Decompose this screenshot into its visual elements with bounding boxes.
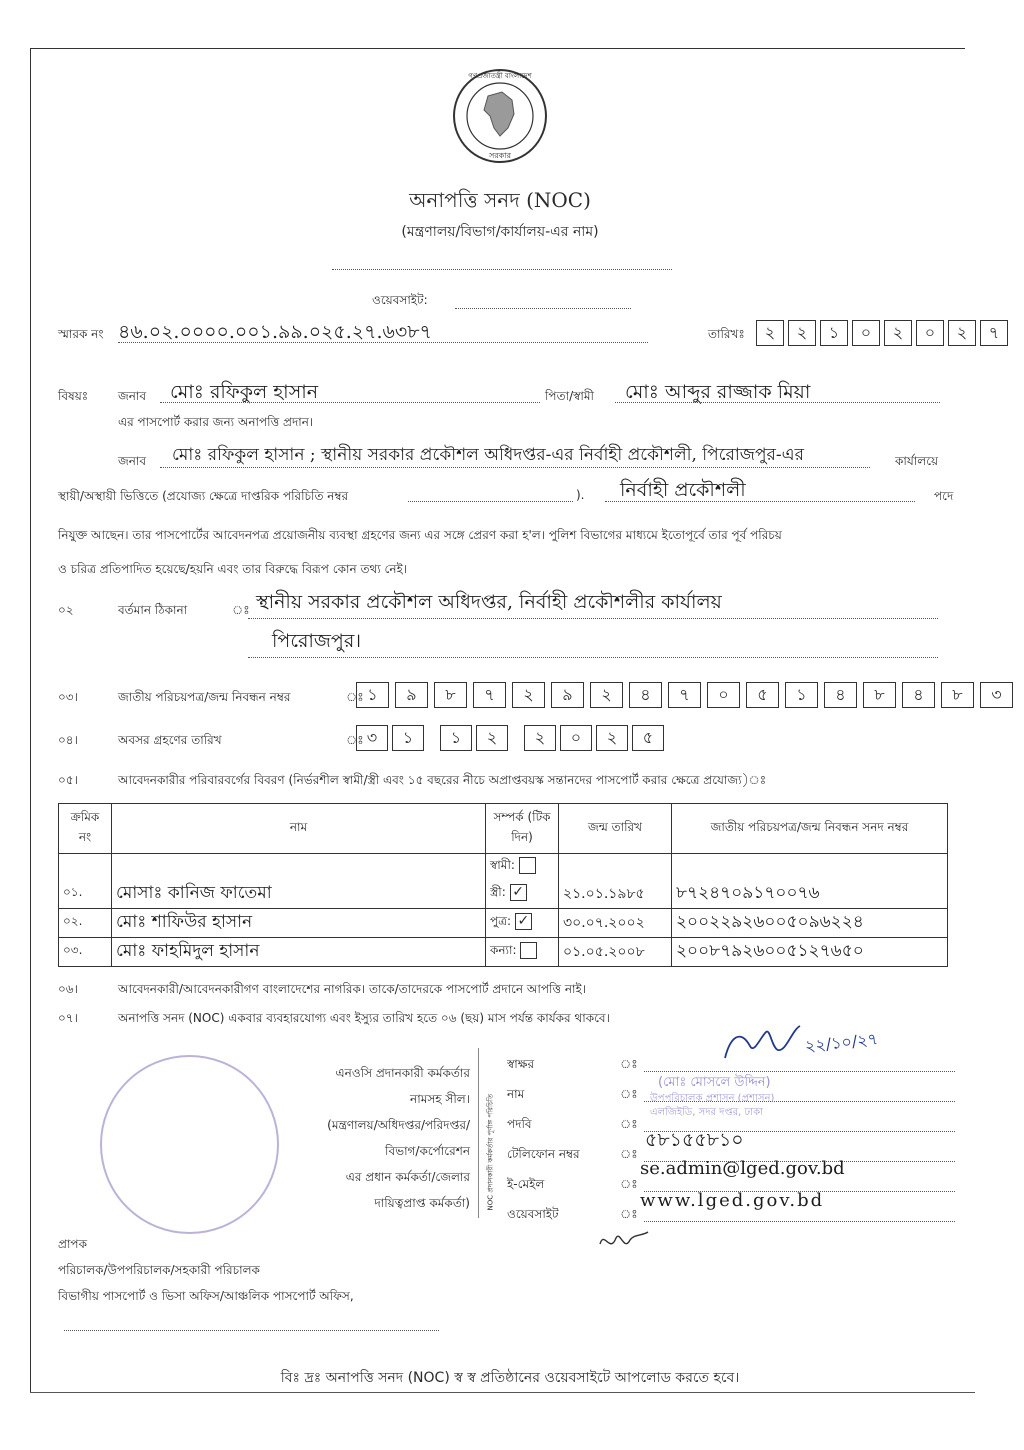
table-row (59, 937, 948, 966)
applicant-name: মোঃ রফিকুল হাসান (170, 381, 319, 403)
retire-digit-1: ১ (392, 725, 424, 751)
signatory-fields (507, 1049, 627, 1229)
phone-value: ৫৮১৫৫৮১০ (645, 1129, 744, 1151)
office-stamp-text: এলজিইডি, সদর দপ্তর, ঢাকা (650, 1107, 763, 1118)
row-1-name: মোসাঃ কানিজ ফাতেমা (112, 880, 486, 909)
retire-digit-7: ৫ (632, 725, 664, 751)
nid-digit-7: ৪ (629, 682, 662, 708)
header-relation: সম্পর্ক (টিক দিন) (486, 804, 559, 854)
page-border-left (30, 48, 31, 1393)
nid-digit-12: ৪ (824, 682, 857, 708)
item-03-number: ০৩। (58, 690, 78, 704)
office-suffix: কার্যালয়ে (895, 454, 939, 468)
nid-digit-boxes (356, 682, 1019, 708)
nid-digit-9: ০ (707, 682, 740, 708)
nid-digit-11: ১ (785, 682, 818, 708)
parent-line (615, 392, 940, 403)
body-paragraph-2: ও চরিত্র প্রতিপাদিত হয়েছে/হয়নি এবং তার বিরুদ্ধে বিরূপ কোন তথ্য নেই। (58, 562, 408, 576)
nid-digit-15: ৮ (941, 682, 974, 708)
signatory-line-4: এর প্রধান কর্মকর্তা/জেলার (345, 1170, 470, 1184)
date-label: তারিখঃ (708, 327, 745, 341)
nid-digit-4: ২ (512, 682, 545, 708)
daughter-checkbox[interactable] (520, 942, 537, 959)
page-title: অনাপত্তি সনদ (NOC) (409, 188, 591, 212)
nid-digit-13: ৮ (863, 682, 896, 708)
signatory-label-5: ওয়েবসাইট (507, 1207, 559, 1221)
signatory-divider (478, 1048, 479, 1218)
date-digit-6: ২ (948, 320, 976, 346)
relation-son-label: পুত্র: (490, 913, 512, 928)
retire-digit-0: ৩ (356, 725, 388, 751)
permanency-label: স্থায়ী/অস্থায়ী ভিত্তিতে (প্রযোজ্য ক্ষেত্রে দাপ্তরিক পরিচিতি নম্বর (58, 489, 349, 503)
validity-statement: অনাপত্তি সনদ (NOC) একবার ব্যবহারযোগ্য এবং ইস্যুর তারিখ হতে ০৬ (ছয়) মাস পর্যন্ত কার্যকর থাকবে। (118, 1011, 610, 1025)
signatory-line-0: এনওসি প্রদানকারী কর্মকর্তার (335, 1066, 470, 1080)
retire-digit-6: ২ (596, 725, 628, 751)
table-row (59, 854, 948, 880)
name-stamp: (মোঃ মোসলে উদ্দিন) (658, 1075, 771, 1090)
signatory-colon-3: ঃ (620, 1147, 638, 1161)
applicant-name-line (160, 392, 540, 403)
signatory-line-3: বিভাগ/কর্পোরেশন (385, 1144, 470, 1158)
address-line-1: স্থানীয় সরকার প্রকৌশল অধিদপ্তর, নির্বাহী প্রকৌশলীর কার্যালয় (256, 591, 722, 613)
date-digit-2: ১ (820, 320, 848, 346)
signatory-line-2: (মন্ত্রণালয়/অধিদপ্তর/পরিদপ্তর/ (327, 1118, 470, 1132)
parent-label: পিতা/স্বামী (545, 389, 594, 403)
date-digit-7: ৭ (980, 320, 1008, 346)
seal-bottom-text: সরকার (488, 151, 511, 160)
signatory-label-4: ই-মেইল (507, 1177, 545, 1191)
signatory-colon-5: ঃ (620, 1207, 638, 1221)
row-spacer (59, 854, 112, 880)
item-02-number: ০২ (58, 603, 74, 617)
table-row (59, 880, 948, 909)
footer-note: বিঃ দ্রঃ অনাপত্তি সনদ (NOC) স্ব স্ব প্রতিষ্ঠানের ওয়েবসাইটে আপলোড করতে হবে। (280, 1370, 740, 1386)
row-3-nid: ২০০৮৭৯২৬০০৫১২৭৬৫০ (672, 937, 948, 966)
item-04-number: ০৪। (58, 733, 78, 747)
relation-wife-label: স্ত্রী: (490, 884, 506, 899)
relation-son (486, 908, 559, 937)
seal-top-text: গণপ্রজাতন্ত্রী বাংলাদেশ (468, 72, 532, 80)
post-name: নির্বাহী প্রকৌশলী (620, 479, 746, 501)
nid-digit-2: ৮ (434, 682, 467, 708)
recipient-line-2: বিভাগীয় পাসপোর্ট ও ভিসা অফিস/আঞ্চলিক পাসপোর্ট অফিস, (58, 1289, 354, 1303)
header-serial: ক্রমিক নং (59, 804, 112, 854)
page-border-top (30, 48, 965, 49)
row-1-serial: ০১. (59, 880, 112, 909)
signatory-line-5: দায়িত্বপ্রাপ্ত কর্মকর্তা) (374, 1196, 470, 1210)
row-2-nid: ২০০২২৯২৬০০৫০৯৬২২৪ (672, 908, 948, 937)
signatory-label-0: স্বাক্ষর (507, 1057, 535, 1071)
table-row (59, 908, 948, 937)
address-label: বর্তমান ঠিকানা (118, 603, 188, 617)
citizenship-statement: আবেদনকারী/আবেদনকারীগণ বাংলাদেশের নাগরিক। তাকে/তাদেরকে পাসপোর্ট প্রদানে আপত্তি নাই। (118, 982, 587, 996)
recipient-office-line (64, 1320, 439, 1331)
retirement-label: অবসর গ্রহণের তারিখ (118, 733, 222, 747)
signature-date: ২২/১০/২৭ (804, 1029, 879, 1056)
official-id-line (408, 491, 573, 502)
address-line-2: পিরোজপুর। (272, 630, 362, 652)
row-3-dob: ০১.০৫.২০০৮ (559, 937, 672, 966)
retirement-date-boxes (356, 725, 668, 751)
nid-colon: ঃ (346, 690, 364, 704)
header-name: নাম (112, 804, 486, 854)
permanency-close: ). (576, 488, 585, 502)
address-colon: ঃ (232, 603, 250, 617)
nid-digit-8: ৭ (668, 682, 701, 708)
footer-divider (30, 1392, 975, 1393)
memo-number: ৪৬.০২.০০০০.০০১.৯৯.০২৫.২৭.৬৩৮৭ (118, 321, 432, 343)
signatory-label-3: টেলিফোন নম্বর (507, 1147, 580, 1161)
date-digit-5: ০ (916, 320, 944, 346)
signatory-label-2: পদবি (507, 1117, 532, 1131)
website-label: ওয়েবসাইট: (372, 293, 428, 307)
applicant-detail: মোঃ রফিকুল হাসান ; স্থানীয় সরকার প্রকৌশল অধিদপ্তর-এর নির্বাহী প্রকৌশলী, পিরোজপুর-এর (172, 445, 804, 465)
parent-name: মোঃ আব্দুর রাজ্জাক মিয়া (625, 381, 811, 403)
signatory-colon-2: ঃ (620, 1117, 638, 1131)
date-digit-1: ২ (788, 320, 816, 346)
subject-label: বিষয়ঃ (58, 389, 89, 403)
row-spacer (112, 854, 486, 880)
date-digit-4: ২ (884, 320, 912, 346)
relation-daughter (486, 937, 559, 966)
nid-digit-3: ৭ (473, 682, 506, 708)
initials-scribble (596, 1224, 656, 1258)
signatory-description (270, 1060, 470, 1216)
family-label: আবেদনকারীর পরিবারবর্গের বিবরণ (নির্ভরশীল স্বামী/স্ত্রী এবং ১৫ বছরের নীচে অপ্রাপ্তবয়স্ক সন্তানদের পাসপোর্ট করার ক্ষেত্রে প্রযোজ্য)ঃ (118, 773, 767, 787)
ministry-name-line (332, 255, 672, 270)
husband-checkbox[interactable] (519, 857, 536, 874)
nid-digit-14: ৪ (902, 682, 935, 708)
retire-digit-4: ২ (524, 725, 556, 751)
post-suffix: পদে (934, 489, 954, 503)
signatory-line-1: নামসহ সীল। (410, 1092, 470, 1106)
signature-scribble (720, 1018, 820, 1068)
office-stamp (100, 1055, 279, 1234)
son-checkbox[interactable]: ✓ (515, 913, 532, 930)
subject-line2: এর পাসপোর্ট করার জন্য অনাপত্তি প্রদান। (118, 415, 314, 429)
row-2-name: মোঃ শাফিউর হাসান (112, 908, 486, 937)
subject-mr-label: জনাব (118, 389, 147, 403)
row-3-serial: ০৩. (59, 937, 112, 966)
website-line (455, 296, 631, 309)
signatory-label-1: নাম (507, 1087, 525, 1101)
item-07-number: ০৭। (58, 1011, 78, 1025)
signatory-colon-4: ঃ (620, 1177, 638, 1191)
signatory-colon-0: ঃ (620, 1057, 638, 1071)
address-underline-1 (248, 608, 938, 619)
wife-checkbox[interactable]: ✓ (510, 884, 527, 901)
retire-digit-3: ২ (476, 725, 508, 751)
relation-husband-label: স্বামী: (490, 857, 515, 872)
row-1-dob: ২১.০১.১৯৮৫ (559, 880, 672, 909)
email-value: se.admin@lged.gov.bd (640, 1158, 845, 1179)
item-05-number: ০৫। (58, 773, 78, 787)
signatory-colon-1: ঃ (620, 1087, 638, 1101)
designation-stamp: উপপরিচালক প্রশাসন (প্রশাসন) (650, 1093, 775, 1104)
body-mr-label: জনাব (118, 454, 147, 468)
recipient-line-1: পরিচালক/উপপরিচালক/সহকারী পরিচালক (58, 1263, 260, 1277)
family-table-header (59, 804, 948, 854)
family-table (58, 803, 948, 967)
row-spacer (672, 854, 948, 880)
retire-digit-5: ০ (560, 725, 592, 751)
nid-digit-1: ৯ (395, 682, 428, 708)
row-2-dob: ৩০.০৭.২০০২ (559, 908, 672, 937)
nid-digit-0: ১ (356, 682, 389, 708)
header-dob: জন্ম তারিখ (559, 804, 672, 854)
body-paragraph: নিযুক্ত আছেন। তার পাসপোর্টের আবেদনপত্র প্রয়োজনীয় ব্যবস্থা গ্রহণের জন্য এর সঙ্গে প্রেরণ করা হ'ল। পুলিশ বিভাগের মাধ্যমে ইতোপূর্বে তার পূর্ব পরিচয় (58, 528, 782, 542)
recipient-label: প্রাপক (58, 1237, 87, 1251)
nid-digit-6: ২ (590, 682, 623, 708)
applicant-detail-line (160, 457, 870, 468)
row-2-serial: ০২. (59, 908, 112, 937)
memo-date-boxes (756, 320, 1012, 346)
government-seal (450, 66, 550, 166)
nid-label: জাতীয় পরিচয়পত্র/জন্ম নিবন্ধন নম্বর (118, 690, 291, 704)
date-digit-3: ০ (852, 320, 880, 346)
website-value: www.lged.gov.bd (640, 1190, 825, 1211)
memo-label: স্মারক নং (58, 327, 104, 341)
item-06-number: ০৬। (58, 982, 78, 996)
row-3-name: মোঃ ফাহমিদুল হাসান (112, 937, 486, 966)
vertical-caption-text: NOC প্রদানকারী কর্মকর্তার পূর্ণাঙ্গ পরিচিতি (486, 1093, 495, 1211)
retire-digit-2: ১ (440, 725, 472, 751)
vertical-caption (480, 1050, 498, 1215)
nid-digit-16: ৩ (980, 682, 1013, 708)
nid-digit-10: ৫ (746, 682, 779, 708)
post-line (605, 491, 915, 502)
header-nid: জাতীয় পরিচয়পত্র/জন্ম নিবন্ধন সনদ নম্বর (672, 804, 948, 854)
page-subtitle: (মন্ত্রণালয়/বিভাগ/কার্যালয়-এর নাম) (401, 224, 599, 240)
row-spacer (559, 854, 672, 880)
relation-husband (486, 854, 559, 880)
relation-wife (486, 880, 559, 909)
relation-daughter-label: কন্যা: (490, 942, 517, 957)
row-1-nid: ৮৭২৪৭০৯১৭০০৭৬ (672, 880, 948, 909)
address-underline-2 (248, 647, 938, 658)
date-digit-0: ২ (756, 320, 784, 346)
memo-line (118, 330, 648, 343)
retirement-colon: ঃ (346, 733, 364, 747)
nid-digit-5: ৯ (551, 682, 584, 708)
